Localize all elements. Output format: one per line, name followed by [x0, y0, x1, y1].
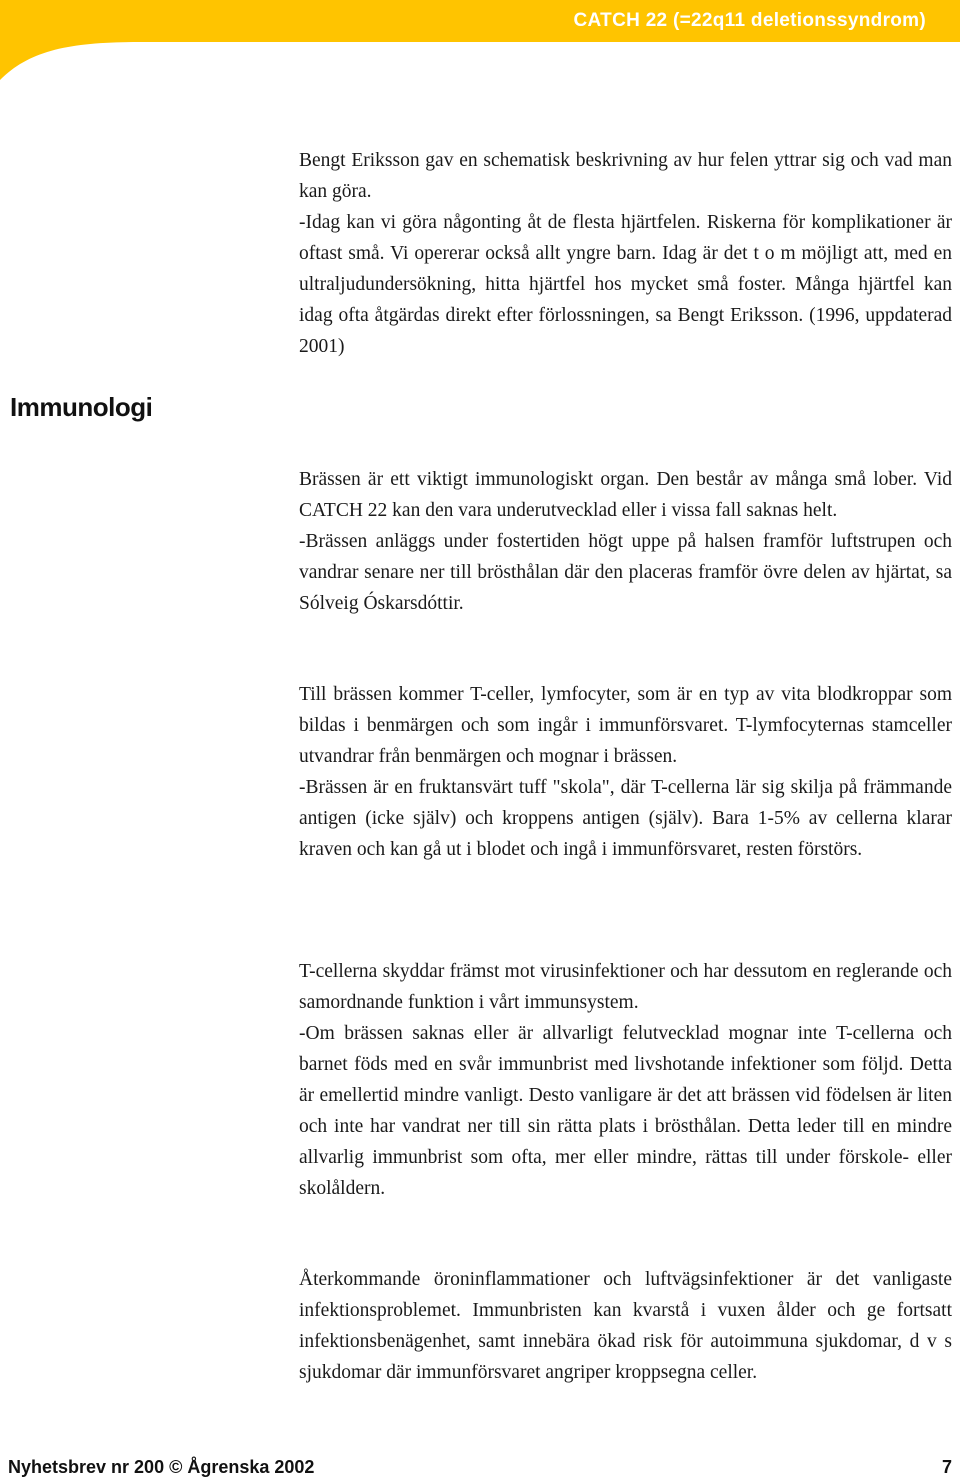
- footer-publication: Nyhetsbrev nr 200 © Ågrenska 2002: [8, 1457, 315, 1477]
- body-paragraph: -Brässen anläggs under fostertiden högt uppe på halsen framför luftstrupen och vandrar senare ner till brösthålan där den placeras framför övre delen av hjärtat, sa Sólveig Óskarsdóttir.: [299, 531, 952, 614]
- body-text-block: [299, 1264, 952, 1388]
- body-paragraph: -Brässen är en fruktansvärt tuff "skola", där T-cellerna lär sig skilja på främmande antigen (icke själv) och kroppens antigen (själv). Bara 1-5% av cellerna klarar kraven och kan gå ut i blodet och ingå i immunförsvaret, resten förstörs.: [299, 777, 952, 860]
- body-text-block: [299, 464, 952, 619]
- intro-text-block: [299, 145, 952, 362]
- body-paragraph: T-cellerna skyddar främst mot virusinfektioner och har dessutom en reglerande och samordnande funktion i vårt immunsystem.: [299, 961, 952, 1013]
- body-paragraph: Återkommande öroninflammationer och luftvägsinfektioner är det vanligaste infektionsproblemet. Immunbristen kan kvarstå i vuxen ålder och ge fortsatt infektionsbenägenhet, samt innebära ökad risk för autoimmuna sjukdomar, d v s sjukdomar där immunförsvaret angriper kroppsegna celler.: [299, 1269, 952, 1383]
- header-band: [0, 0, 960, 80]
- body-paragraph: Brässen är ett viktigt immunologiskt organ. Den består av många små lober. Vid CATCH 22 kan den vara underutvecklad eller i vissa fall saknas helt.: [299, 469, 952, 521]
- body-text-block: [299, 679, 952, 865]
- body-paragraph: -Om brässen saknas eller är allvarligt felutvecklad mognar inte T-cellerna och barnet föds med en svår immunbrist med livshotande infektioner som följd. Detta är emellertid mindre vanligt. Desto vanligare är det att brässen vid födelsen är liten och inte har vandrat ner till sin rätta plats i brösthålan. Detta leder till en mindre allvarlig immunbrist som ofta, mer eller mindre, rättas till under förskole- eller skolåldern.: [299, 1023, 952, 1199]
- body-paragraph: Till brässen kommer T-celler, lymfocyter, som är en typ av vita blodkroppar som bildas i benmärgen och som ingår i immunförsvaret. T-lymfocyternas stamceller utvandrar från benmärgen och mognar i brässen.: [299, 684, 952, 767]
- intro-paragraph: -Idag kan vi göra någonting åt de flesta hjärtfelen. Riskerna för komplikationer är oftast små. Vi opererar också allt yngre barn. Idag är det t o m möjligt att, med en ultraljudundersökning, hitta hjärtfel hos mycket små foster. Många hjärtfel kan idag ofta åtgärdas direkt efter förlossningen, sa Bengt Eriksson. (1996, uppdaterad 2001): [299, 212, 952, 357]
- running-header-title: CATCH 22 (=22q11 deletionssyndrom): [573, 10, 926, 31]
- intro-paragraph: Bengt Eriksson gav en schematisk beskrivning av hur felen yttrar sig och vad man kan göra.: [299, 150, 952, 202]
- section-heading-immunologi: Immunologi: [10, 392, 153, 422]
- body-text-block: [299, 956, 952, 1204]
- page-number: 7: [941, 1457, 952, 1477]
